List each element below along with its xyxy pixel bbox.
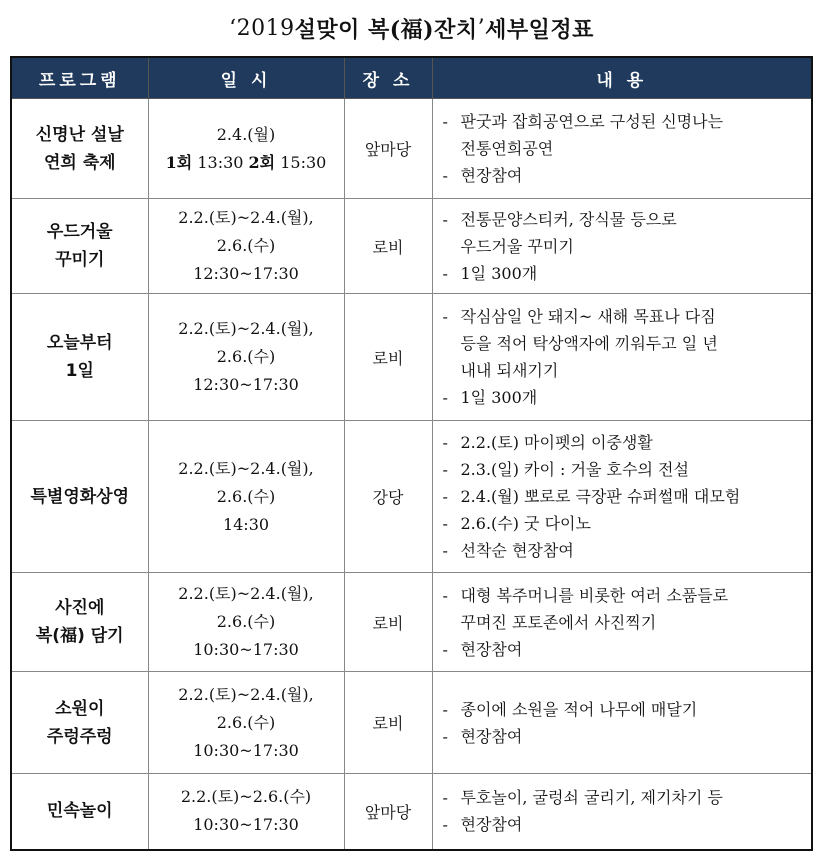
content-line: 현장참여 (460, 166, 523, 185)
table-row (11, 294, 812, 421)
title-suffix: 세부일정표 (485, 16, 594, 43)
title-year: 2019 (236, 15, 295, 41)
list-item: - 선착순 현장참여 (443, 537, 806, 564)
list-item: - 현장참여 (443, 162, 806, 189)
program-line: 소원이 (55, 698, 105, 719)
content-line: 2.4.(월) 뽀로로 극장판 슈퍼썰매 대모험 (460, 487, 741, 506)
time-line: 10:30~17:30 (193, 640, 299, 659)
content-line: 대형 복주머니를 비롯한 여러 소품들로 (460, 585, 729, 605)
program-cell (11, 421, 148, 573)
content-line: 우드거울 꾸미기 (460, 236, 574, 256)
list-item: - 투호놀이, 굴렁쇠 굴리기, 제기차기 등 (443, 784, 806, 811)
datetime-cell (148, 99, 344, 199)
date-line: 2.6.(수) (216, 236, 276, 255)
date-line: 2.6.(수) (216, 347, 276, 366)
content-cell (432, 421, 812, 573)
program-line: 1일 (65, 361, 94, 381)
date-line: 2.2.(토)~2.4.(월), (178, 319, 314, 338)
page-title (0, 0, 823, 56)
table-row (11, 421, 812, 573)
list-item: - 2.2.(토) 마이펫의 이중생활 (443, 429, 806, 456)
list-item: - 현장참여 (443, 811, 806, 838)
datetime-cell (148, 199, 344, 294)
list-item: - 2.4.(월) 뽀로로 극장판 슈퍼썰매 대모험 (443, 483, 806, 510)
datetime-cell (148, 672, 344, 774)
content-cell (432, 672, 812, 774)
content-line: 2.3.(일) 카이 : 거울 호수의 전설 (460, 460, 689, 479)
round-label: 2회 (248, 152, 276, 172)
table-header-row (11, 57, 812, 99)
time-line: 10:30~17:30 (193, 815, 299, 835)
place-cell: 로비 (344, 294, 432, 421)
list-item: - 2.6.(수) 굿 다이노 (443, 510, 806, 537)
round-time: 15:30 (275, 152, 327, 172)
content-cell (432, 294, 812, 421)
content-cell (432, 199, 812, 294)
datetime-cell (148, 421, 344, 573)
date-line: 2.2.(토)~2.4.(월), (178, 584, 314, 603)
program-cell (11, 774, 148, 850)
content-line: 전통연희공연 (460, 139, 554, 158)
list-item: - 현장참여 (443, 723, 806, 750)
program-cell (11, 672, 148, 774)
content-line: 1일 300개 (460, 263, 538, 283)
program-cell (11, 573, 148, 672)
content-line: 2.6.(수) 굿 다이노 (460, 514, 591, 533)
date-line: 2.2.(토)~2.4.(월), (178, 684, 314, 704)
content-line: 꾸며진 포토존에서 사진찍기 (460, 612, 657, 632)
content-line: 작심삼일 안 돼지~ 새해 목표나 다짐 (460, 307, 716, 326)
header-datetime: 일 시 (148, 57, 344, 99)
title-open-quote: ‘ (229, 15, 237, 41)
header-content: 내 용 (432, 57, 812, 99)
content-line: 현장참여 (460, 639, 523, 659)
content-line: 등을 적어 탁상액자에 끼워두고 일 년 (460, 334, 718, 353)
round-label: 1회 (165, 152, 193, 172)
program-line: 민속놀이 (46, 801, 113, 822)
datetime-cell (148, 573, 344, 672)
date-line: 2.4.(월) (216, 124, 276, 144)
time-line (150, 149, 343, 177)
place-cell: 로비 (344, 199, 432, 294)
table-row (11, 672, 812, 774)
program-cell (11, 199, 148, 294)
content-line: 투호놀이, 굴렁쇠 굴리기, 제기차기 등 (460, 788, 723, 808)
program-line: 우드거울 (46, 222, 113, 242)
list-item: - 판굿과 잡희공연으로 구성된 신명나는 전통연희공연 (443, 108, 806, 162)
list-item: - 작심삼일 안 돼지~ 새해 목표나 다짐 등을 적어 탁상액자에 끼워두고 일 년 내내 되새기기 (443, 303, 806, 384)
program-line: 주렁주렁 (46, 726, 113, 747)
list-item: - 종이에 소원을 적어 나무에 매달기 (443, 696, 806, 723)
place-cell: 앞마당 (344, 99, 432, 199)
program-cell (11, 294, 148, 421)
date-line: 2.6.(수) (216, 486, 276, 506)
program-line: 복(福) 담기 (35, 626, 124, 646)
program-line: 연희 축제 (43, 152, 116, 173)
header-place: 장 소 (344, 57, 432, 99)
program-cell (11, 99, 148, 199)
date-line: 2.2.(토)~2.4.(월), (178, 208, 314, 227)
content-line: 1일 300개 (460, 388, 538, 407)
place-cell: 앞마당 (344, 774, 432, 850)
place-cell: 로비 (344, 672, 432, 774)
table-row (11, 99, 812, 199)
date-line: 2.2.(토)~2.4.(월), (178, 458, 314, 478)
table-row (11, 199, 812, 294)
program-line: 오늘부터 (46, 333, 113, 353)
date-line: 2.6.(수) (216, 612, 276, 631)
content-line: 내내 되새기기 (460, 361, 559, 380)
time-line: 12:30~17:30 (193, 264, 299, 283)
round-time: 13:30 (192, 152, 249, 172)
header-program: 프로그램 (11, 57, 148, 99)
program-line: 특별영화상영 (30, 486, 130, 507)
content-line: 2.2.(토) 마이펫의 이중생활 (460, 433, 653, 452)
place-cell: 로비 (344, 573, 432, 672)
list-item: - 1일 300개 (443, 384, 806, 411)
content-line: 현장참여 (460, 815, 523, 835)
content-cell (432, 99, 812, 199)
content-line: 현장참여 (460, 726, 523, 746)
content-line: 종이에 소원을 적어 나무에 매달기 (460, 699, 698, 719)
schedule-table (10, 56, 813, 851)
date-line: 2.6.(수) (216, 712, 276, 732)
list-item: - 전통문양스티커, 장식물 등으로 우드거울 꾸미기 (443, 206, 806, 260)
table-row (11, 774, 812, 850)
list-item: - 1일 300개 (443, 260, 806, 287)
datetime-cell (148, 294, 344, 421)
place-cell: 강당 (344, 421, 432, 573)
program-line: 신명난 설날 (35, 124, 124, 145)
content-cell (432, 573, 812, 672)
program-line: 사진에 (55, 598, 105, 618)
content-line: 선착순 현장참여 (460, 541, 574, 560)
content-line: 전통문양스티커, 장식물 등으로 (460, 209, 677, 229)
time-line: 12:30~17:30 (193, 375, 299, 394)
list-item: - 2.3.(일) 카이 : 거울 호수의 전설 (443, 456, 806, 483)
title-main: 설맞이 복(福)잔치 (294, 16, 478, 43)
program-line: 꾸미기 (55, 250, 105, 270)
datetime-cell (148, 774, 344, 850)
list-item: - 현장참여 (443, 636, 806, 663)
content-line: 판굿과 잡희공연으로 구성된 신명나는 (460, 112, 724, 131)
date-line: 2.2.(토)~2.6.(수) (180, 787, 312, 807)
time-line: 10:30~17:30 (193, 740, 299, 760)
title-close-quote: ’ (477, 15, 486, 41)
table-row (11, 573, 812, 672)
list-item: - 대형 복주머니를 비롯한 여러 소품들로 꾸며진 포토존에서 사진찍기 (443, 582, 806, 636)
content-cell (432, 774, 812, 850)
time-line: 14:30 (222, 514, 270, 534)
